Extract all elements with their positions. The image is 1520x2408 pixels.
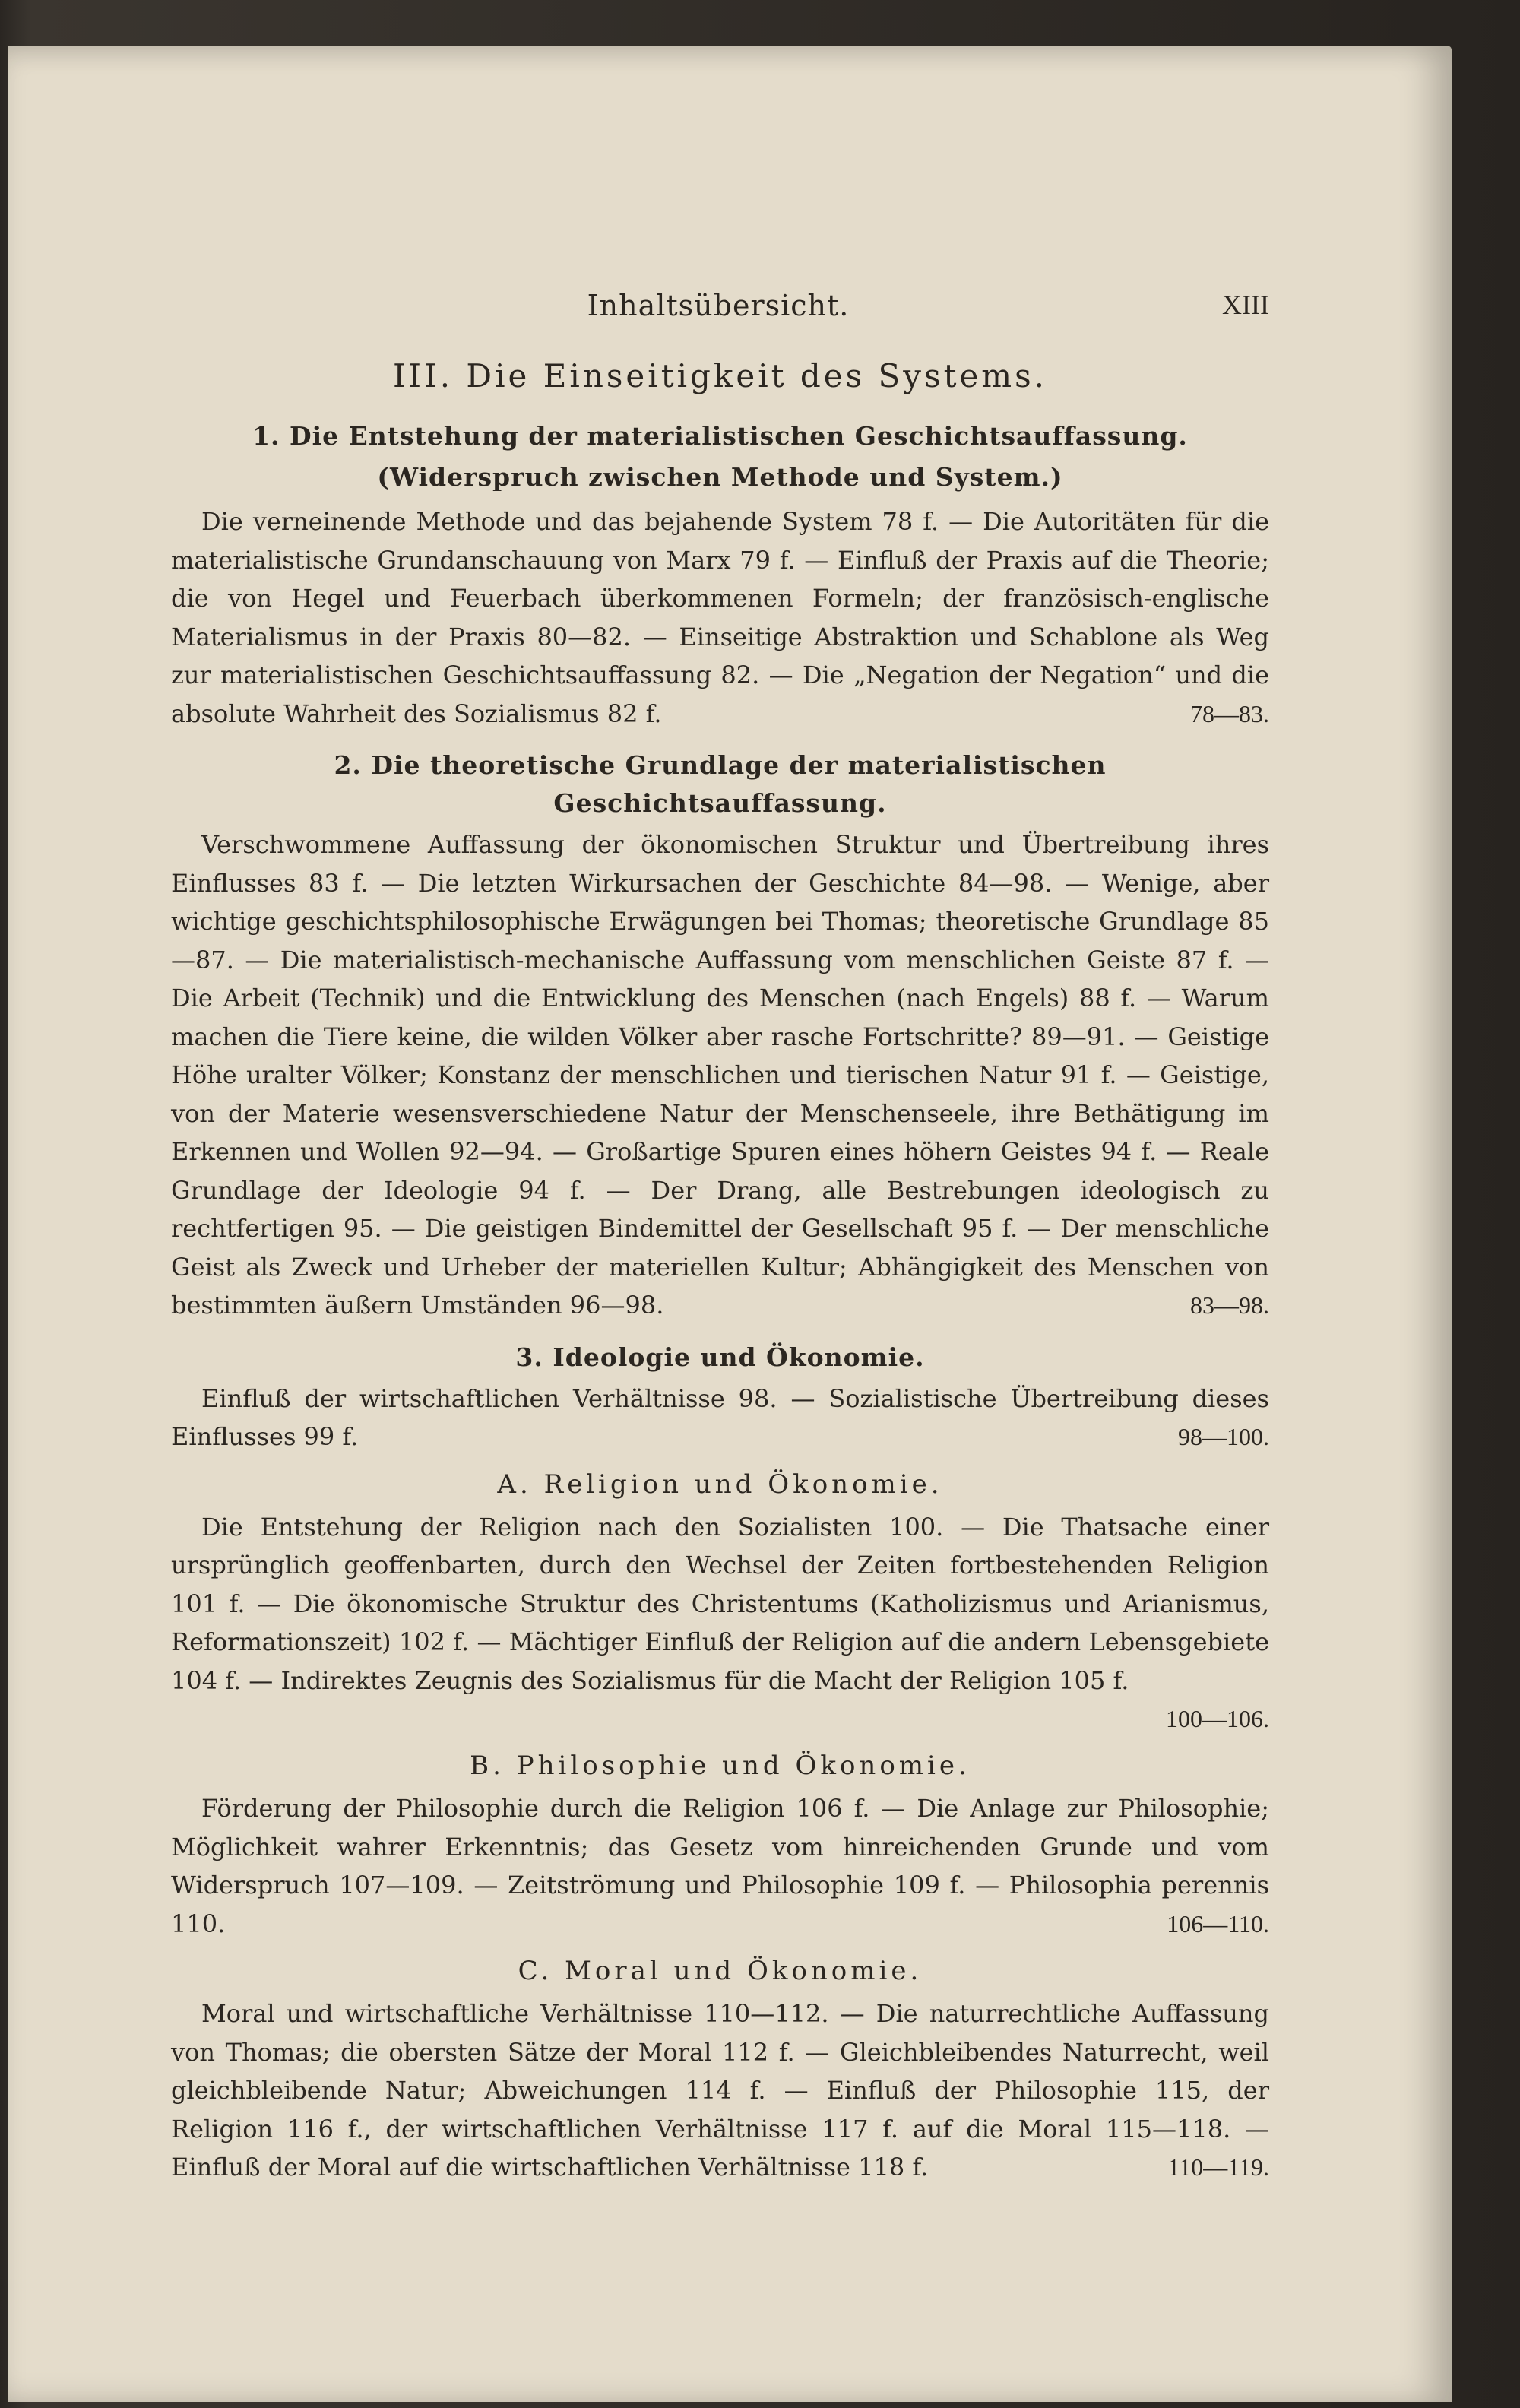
subsection-summary [171,1789,1269,1943]
subsection-title: A. Religion und Ökonomie. [497,1469,943,1500]
part-title: III. Die Einseitigkeit des Systems. [392,357,1048,394]
book-page [8,46,1452,2402]
toc-section [171,417,1269,733]
section-title: 2. Die theoretische Grundlage der materialistischen Geschichtsauffassung. [334,750,1107,818]
page-range: 106—110. [1167,1909,1269,1937]
page-range: 110—119. [1167,2153,1269,2181]
section-title: 1. Die Entstehung der materialistischen Geschichtsauffassung. [252,421,1188,451]
subsection-summary [171,1508,1269,1700]
running-title: Inhaltsübersicht. [587,289,850,322]
subsection-summary-text: Moral und wirtschaftliche Verhältnisse 110—112. — Die naturrechtliche Auffassung von Thomas; die obersten Sätze der Moral 112 f. — Gleichbleibendes Naturrecht, weil gleichbleibende Natur; Abweichungen 114 f. — Einfluß der Philosophie 115, der Religion 116 f., der wirtschaftlichen Verhältnisse 117 f. auf die Moral 115—118. — Einfluß der Moral auf die wirtschaftlichen Verhältnisse 118 f. [171,1999,1269,2181]
subsection-title: B. Philosophie und Ökonomie. [470,1751,971,1781]
section-summary-text: Die verneinende Methode und das bejahende System 78 f. — Die Autoritäten für die materialistische Grundanschauung von Marx 79 f. — Einfluß der Praxis auf die Theorie; die von Hegel und Feuerbach überkommenen Formeln; der französisch-englische Materialismus in der Praxis 80—82. — Einseitige Abstraktion und Schablone als Weg zur materialistischen Geschichtsauffassung 82. — Die „Negation der Negation“ und die absolute Wahrheit des Sozialismus 82 f. [171,507,1269,728]
section-summary [171,1380,1269,1456]
section-summary-text: Einfluß der wirtschaftlichen Verhältnisse 98. — Sozialistische Übertreibung dieses Einflusses 99 f. [171,1383,1269,1451]
section-summary [171,502,1269,733]
page-number: XIII [1222,290,1269,320]
page-range: 98—100. [1178,1423,1269,1450]
toc-subsection [171,1465,1269,1738]
subsection-summary-text: Die Entstehung der Religion nach den Sozialisten 100. — Die Thatsache einer ursprünglich geoffenbarten, durch den Wechsel der Zeiten fortbestehenden Religion 101 f. — Die ökonomische Struktur des Christentums (Katholizismus und Arianismus, Reformationszeit) 102 f. — Mächtiger Einfluß der Religion auf die andern Lebensgebiete 104 f. — Indirektes Zeugnis des Sozialismus für die Macht der Religion 105 f. [171,1512,1269,1695]
section-subtitle: (Widerspruch zwischen Methode und System.) [377,462,1063,492]
page-header [167,289,1269,334]
toc-subsection [171,1747,1269,1943]
section-title: 3. Ideologie und Ökonomie. [515,1342,925,1372]
section-summary-text: Verschwommene Auffassung der ökonomischen Struktur und Übertreibung ihres Einflusses 83 f. — Die letzten Wirkursachen der Geschichte 84—98. — Wenige, aber wichtige geschichtsphilosophische Erwägungen bei Thomas; theoretische Grundlage 85—87. — Die materialistisch-mechanische Auffassung vom menschlichen Geiste 87 f. — Die Arbeit (Technik) und die Entwicklung des Menschen (nach Engels) 88 f. — Warum machen die Tiere keine, die wilden Völker aber rasche Fortschritte? 89—91. — Geistige Höhe uralter Völker; Konstanz der menschlichen und tierischen Natur 91 f. — Geistige, von der Materie wesensverschiedene Natur der Menschenseele, ihre Bethätigung im Erkennen und Wollen 92—94. — Großartige Spuren eines höhern Geistes 94 f. — Reale Grundlage der Ideologie 94 f. — Der Drang, alle Bestrebungen ideologisch zu rechtfertigen 95. — Die geistigen Bindemittel der Gesellschaft 95 f. — Der menschliche Geist als Zweck und Urheber der materiellen Kultur; Abhängigkeit des Menschen von bestimmten äußern Umständen 96—98. [171,830,1269,1320]
toc-section [171,746,1269,1325]
subsection-summary [171,1995,1269,2187]
toc-subsection [171,1952,1269,2187]
subsection-title: C. Moral und Ökonomie. [518,1956,923,1986]
table-of-contents [171,357,1269,2187]
toc-section [171,1339,1269,1456]
subsection-summary-text: Förderung der Philosophie durch die Religion 106 f. — Die Anlage zur Philosophie; Möglichkeit wahrer Erkenntnis; das Gesetz vom hinreichenden Grunde und vom Widerspruch 107—109. — Zeitströmung und Philosophie 109 f. — Philosophia perennis 110. [171,1794,1269,1938]
page-range: 100—106. [1166,1705,1269,1732]
page-range: 78—83. [1190,699,1269,727]
section-summary [171,825,1269,1325]
page-range: 83—98. [1190,1291,1269,1319]
